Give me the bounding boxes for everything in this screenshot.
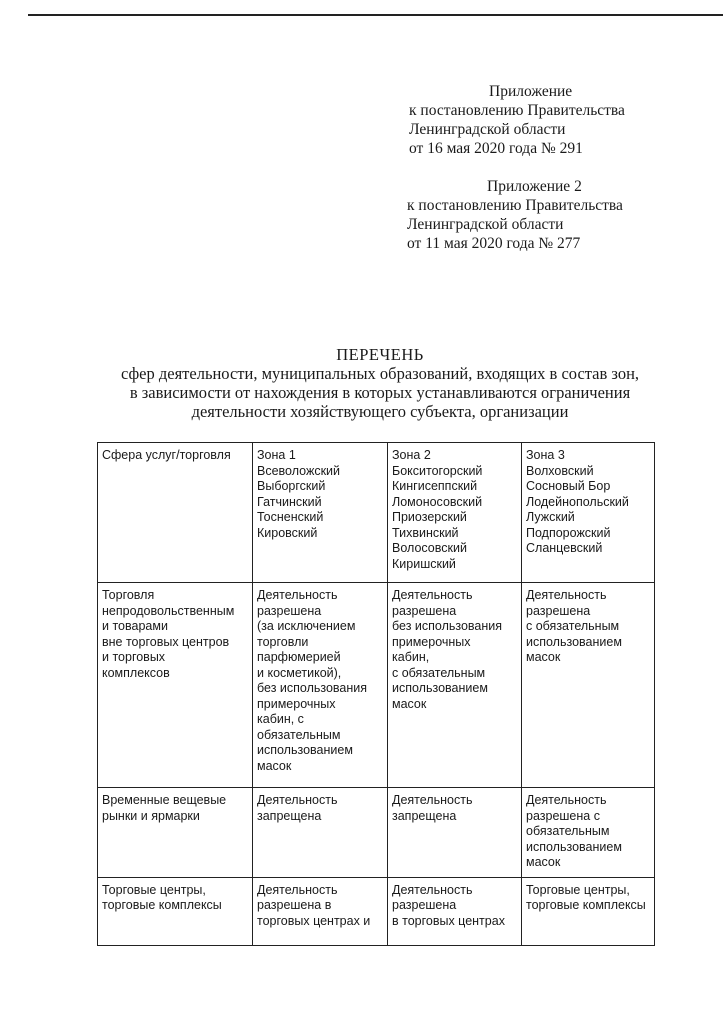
table-cell-zone-1: Деятельность разрешена в торговых центрах и — [253, 877, 388, 945]
appendix-region-line: Ленинградской области — [407, 216, 564, 233]
appendix-label: Приложение — [489, 83, 573, 100]
table-cell-sphere: Временные вещевые рынки и ярмарки — [98, 788, 253, 878]
appendix-resolution-line: к постановлению Правительства — [409, 102, 625, 119]
zones-table — [97, 442, 655, 946]
appendix-previous-block — [407, 177, 623, 253]
title-line-1: сфер деятельности, муниципальных образований, входящих в состав зон, — [120, 364, 640, 383]
table-row — [98, 877, 655, 945]
appendix-region-line: Ленинградской области — [409, 121, 566, 138]
table-cell-zone-3: Деятельность разрешена с обязательным использованием масок — [522, 583, 655, 788]
table-row — [98, 583, 655, 788]
table-cell-zone-1: Деятельность запрещена — [253, 788, 388, 878]
table-cell-sphere: Торговые центры, торговые комплексы — [98, 877, 253, 945]
table-row — [98, 788, 655, 878]
header-cell-zone-1: Зона 1 Всеволожский Выборгский Гатчинский Тосненский Кировский — [253, 443, 388, 583]
appendix-resolution-line: к постановлению Правительства — [407, 197, 623, 214]
table-cell-zone-2: Деятельность запрещена — [388, 788, 522, 878]
appendix-label: Приложение 2 — [487, 178, 582, 195]
table-cell-zone-2: Деятельность разрешена в торговых центрах — [388, 877, 522, 945]
appendix-date-line: от 16 мая 2020 года № 291 — [409, 140, 583, 157]
table-cell-zone-3: Торговые центры, торговые комплексы — [522, 877, 655, 945]
table-cell-zone-3: Деятельность разрешена с обязательным использованием масок — [522, 788, 655, 878]
table-header-row — [98, 443, 655, 583]
table-cell-zone-1: Деятельность разрешена (за исключением торговли парфюмерией и косметикой), без использования примерочных кабин, с обязательным использованием масок — [253, 583, 388, 788]
header-cell-sphere: Сфера услуг/торговля — [98, 443, 253, 583]
top-border-line — [28, 14, 723, 16]
table-cell-sphere: Торговля непродовольственным и товарами вне торговых центров и торговых комплексов — [98, 583, 253, 788]
appendix-date-line: от 11 мая 2020 года № 277 — [407, 235, 581, 252]
header-cell-zone-2: Зона 2 Бокситогорский Кингисеппский Ломоносовский Приозерский Тихвинский Волосовский Киришский — [388, 443, 522, 583]
document-title — [60, 345, 700, 421]
appendix-current-block — [409, 82, 625, 158]
title-line-3: деятельности хозяйствующего субъекта, организации — [191, 402, 569, 421]
header-cell-zone-3: Зона 3 Волховский Сосновый Бор Лодейнопольский Лужский Подпорожский Сланцевский — [522, 443, 655, 583]
title-heading: ПЕРЕЧЕНЬ — [336, 345, 424, 364]
table-cell-zone-2: Деятельность разрешена без использования примерочных кабин, с обязательным использованием масок — [388, 583, 522, 788]
title-line-2: в зависимости от нахождения в которых устанавливаются ограничения — [129, 383, 631, 402]
